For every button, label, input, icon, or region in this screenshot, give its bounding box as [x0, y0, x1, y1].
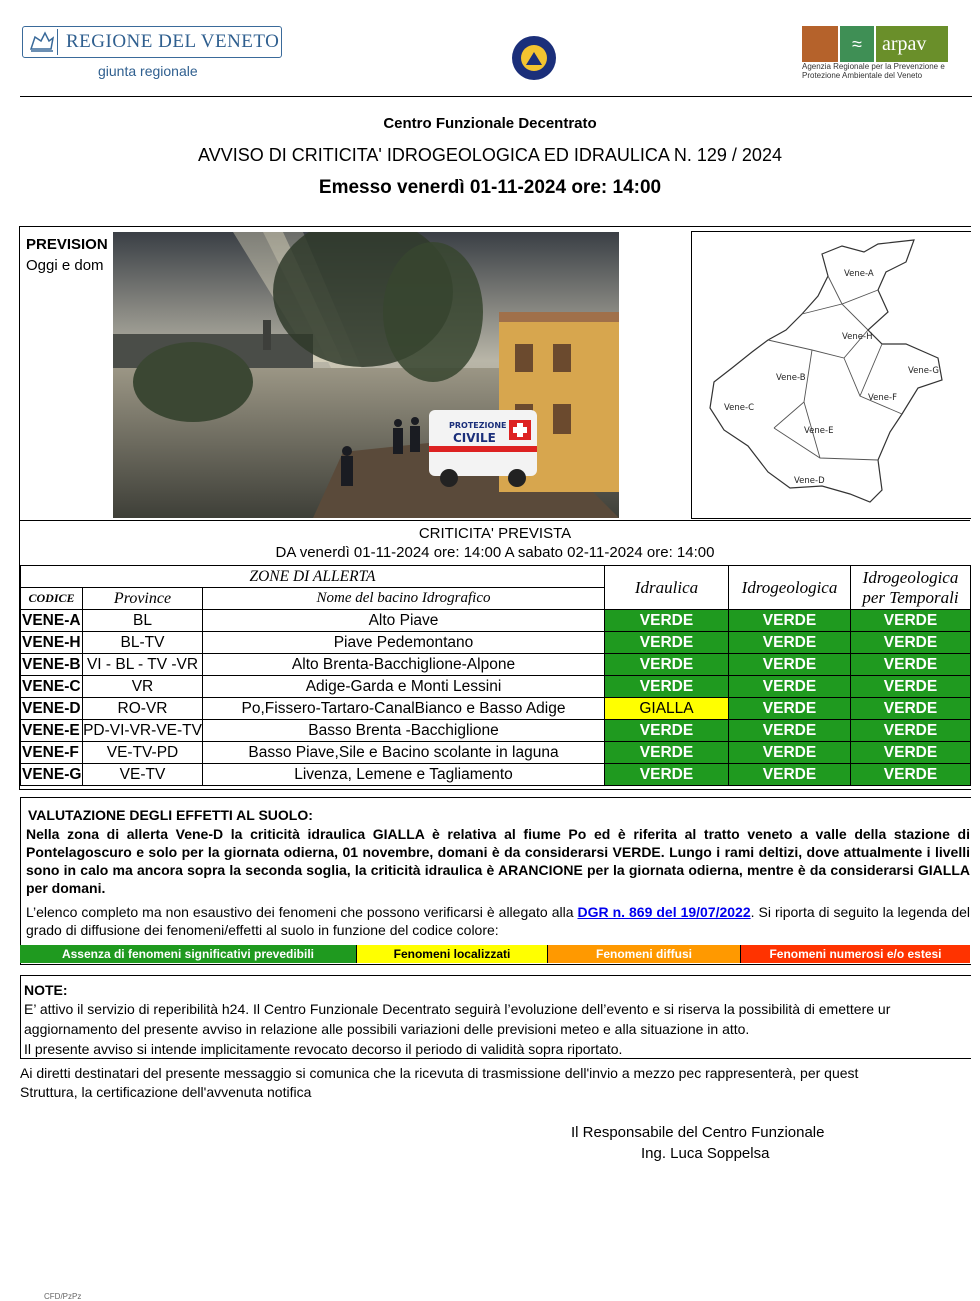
map-label-vene-c: Vene-C: [724, 403, 755, 413]
zone-code: VENE-D: [21, 698, 83, 720]
zone-province: VE-TV: [83, 764, 203, 786]
idraulica-level: VERDE: [605, 654, 729, 676]
frame-divider: [20, 520, 970, 521]
giunta-regionale-label: giunta regionale: [98, 63, 198, 79]
legend-label-gialla: Fenomeni localizzati: [393, 947, 511, 961]
emesso-date: Emesso venerdì 01-11-2024 ore: 14:00: [318, 177, 662, 198]
previsione-text: Oggi e dom: [26, 257, 104, 274]
idraulica-level: VERDE: [605, 676, 729, 698]
color-legend: [20, 945, 970, 963]
temporali-level: VERDE: [851, 610, 971, 632]
dgr-link[interactable]: DGR n. 869 del 19/07/2022: [577, 904, 751, 920]
idraulica-header: Idraulica: [605, 566, 729, 610]
zone-bacino: Adige-Garda e Monti Lessini: [203, 676, 605, 698]
veneto-zones-map: [691, 231, 971, 519]
arpav-logo: [802, 26, 948, 62]
legend-label-verde: Assenza di fenomeni significativi prevedibili: [61, 947, 315, 961]
previsione-title: PREVISION: [26, 236, 108, 253]
map-label-vene-e: Vene-E: [804, 426, 834, 436]
zone-province: VR: [83, 676, 203, 698]
zone-code: VENE-B: [21, 654, 83, 676]
temporali-level: VERDE: [851, 698, 971, 720]
lion-crest-icon: [27, 29, 58, 55]
legend-item-gialla: [357, 945, 548, 963]
legend-item-rossa: [741, 945, 970, 963]
idraulica-level: GIALLA: [605, 698, 729, 720]
zone-code: VENE-A: [21, 610, 83, 632]
zone-province: VE-TV-PD: [83, 742, 203, 764]
map-label-vene-f: Vene-F: [868, 393, 897, 403]
legend-item-arancione: [548, 945, 741, 963]
temporali-level: VERDE: [851, 720, 971, 742]
temporali-level: VERDE: [851, 764, 971, 786]
idrogeologica-level: VERDE: [729, 676, 851, 698]
avviso-title: AVVISO DI CRITICITA' IDROGEOLOGICA ED IDRAULICA N. 129 / 2024: [198, 145, 782, 165]
idraulica-level: VERDE: [605, 720, 729, 742]
table-row: [21, 632, 971, 654]
pec-notice-line-1: Ai diretti destinatari del presente messaggio si comunica che la ricevuta di trasmissione dell'invio a mezzo pec rappresenterà, per quest: [20, 1065, 859, 1081]
zones-table: [20, 565, 971, 786]
wave-emblem-icon: ≈: [840, 26, 874, 62]
idrogeologica-header: Idrogeologica: [729, 566, 851, 610]
criticita-period: DA venerdì 01-11-2024 ore: 14:00 A sabato 02-11-2024 ore: 14:00: [275, 544, 715, 561]
flood-scene-image: [113, 232, 619, 518]
zone-code: VENE-E: [21, 720, 83, 742]
van-label-top: PROTEZIONE: [449, 421, 507, 430]
valutazione-text: Nella zona di allerta Vene-D la criticità idraulica GIALLA è relativa al fiume Po ed è riferita al tratto veneto a valle della stazione di Pontelagoscuro e solo per la giornata odierna, 01 novembre, domani è da considerarsi VERDE. Lungo i rami deltizi, dove attualmente i livelli sono in calo ma ancora sopra la seconda soglia, la criticità idraulica è ARANCIONE per la giornata odierna, mentre è da considerarsi GIALLA per domani.: [26, 826, 970, 896]
note-line-2: aggiornamento del presente avviso in relazione alle possibili variazioni delle previsioni meteo e alla situazione in atto.: [24, 1021, 750, 1037]
zone-bacino: Alto Brenta-Bacchiglione-Alpone: [203, 654, 605, 676]
arpav-logo-text: arpav: [876, 26, 948, 62]
idraulica-level: VERDE: [605, 764, 729, 786]
legend-item-verde: [20, 945, 357, 963]
codice-header: CODICE: [21, 588, 83, 610]
lion-emblem-icon: [802, 26, 838, 62]
idraulica-level: VERDE: [605, 610, 729, 632]
zone-code: VENE-H: [21, 632, 83, 654]
regione-veneto-logo-text: REGIONE DEL VENETO: [66, 31, 280, 52]
map-label-vene-b: Vene-B: [776, 373, 806, 383]
legend-label-rossa: Fenomeni numerosi e/o estesi: [769, 947, 942, 961]
zone-bacino: Po,Fissero-Tartaro-CanalBianco e Basso Adige: [203, 698, 605, 720]
table-row: [21, 764, 971, 786]
zone-bacino: Basso Piave,Sile e Bacino scolante in laguna: [203, 742, 605, 764]
van-label-bottom: CIVILE: [453, 431, 496, 445]
zone-province: RO-VR: [83, 698, 203, 720]
map-label-vene-g: Vene-G: [908, 366, 939, 376]
zone-province: PD-VI-VR-VE-TV: [83, 720, 203, 742]
zone-bacino: Alto Piave: [203, 610, 605, 632]
temporali-level: VERDE: [851, 676, 971, 698]
idrogeologica-level: VERDE: [729, 632, 851, 654]
valutazione-title: VALUTAZIONE DEGLI EFFETTI AL SUOLO:: [28, 807, 313, 823]
footer-mark: CFD/PzPz: [44, 1292, 82, 1301]
protezione-civile-logo-icon: [512, 36, 556, 80]
valutazione-note: [26, 903, 970, 939]
temporali-level: VERDE: [851, 654, 971, 676]
map-label-vene-d: Vene-D: [794, 476, 825, 486]
map-label-vene-a: Vene-A: [844, 269, 874, 279]
regione-veneto-logo: [22, 26, 282, 58]
note-line-3: Il presente avviso si intende implicitamente revocato decorso il periodo di validità sopra riportato.: [24, 1041, 623, 1057]
temporali-level: VERDE: [851, 742, 971, 764]
zone-bacino: Piave Pedemontano: [203, 632, 605, 654]
table-row: [21, 654, 971, 676]
temporali-header-line2: per Temporali: [862, 587, 959, 607]
valutazione-note-pre: L’elenco completo ma non esaustivo dei fenomeni che possono verificarsi è allegato alla: [26, 904, 578, 920]
zone-code: VENE-F: [21, 742, 83, 764]
pec-notice: [20, 1064, 970, 1102]
map-label-vene-h: Vene-H: [842, 332, 873, 342]
table-row: [21, 610, 971, 632]
note-title: NOTE:: [24, 982, 68, 998]
header-divider: [20, 96, 972, 97]
criticita-prevista-title: CRITICITA' PREVISTA: [418, 525, 572, 542]
table-row: [21, 676, 971, 698]
signature-role: Il Responsabile del Centro Funzionale: [571, 1124, 825, 1141]
zone-province: BL: [83, 610, 203, 632]
idrogeologica-level: VERDE: [729, 720, 851, 742]
zone-bacino: Livenza, Lemene e Tagliamento: [203, 764, 605, 786]
pec-notice-line-2: Struttura, la certificazione dell'avvenuta notifica: [20, 1084, 312, 1100]
temporali-header-line1: Idrogeologica: [862, 567, 959, 587]
zone-di-allerta-header: ZONE DI ALLERTA: [21, 566, 605, 588]
bacino-header: Nome del bacino Idrografico: [203, 588, 605, 610]
arpav-subtitle: Agenzia Regionale per la Prevenzione e Protezione Ambientale del Veneto: [802, 62, 945, 80]
zone-province: BL-TV: [83, 632, 203, 654]
province-header: Province: [83, 588, 203, 610]
idrogeologica-level: VERDE: [729, 610, 851, 632]
temporali-header: [851, 566, 971, 610]
legend-label-arancione: Fenomeni diffusi: [596, 947, 692, 961]
idraulica-level: VERDE: [605, 632, 729, 654]
zone-code: VENE-C: [21, 676, 83, 698]
signature-name: Ing. Luca Soppelsa: [641, 1145, 770, 1162]
zone-code: VENE-G: [21, 764, 83, 786]
idraulica-level: VERDE: [605, 742, 729, 764]
centro-funzionale-title: Centro Funzionale Decentrato: [383, 115, 597, 132]
zone-bacino: Basso Brenta -Bacchiglione: [203, 720, 605, 742]
idrogeologica-level: VERDE: [729, 742, 851, 764]
table-row: [21, 698, 971, 720]
table-row: [21, 720, 971, 742]
note-text: [24, 999, 970, 1059]
table-row: [21, 742, 971, 764]
idrogeologica-level: VERDE: [729, 764, 851, 786]
idrogeologica-level: VERDE: [729, 654, 851, 676]
zone-province: VI - BL - TV -VR: [83, 654, 203, 676]
temporali-level: VERDE: [851, 632, 971, 654]
idrogeologica-level: VERDE: [729, 698, 851, 720]
valutazione-note-post: . Si riporta di seguito la legenda del grado di diffusione dei fenomeni/effetti al suolo in funzione del codice colore:: [26, 904, 971, 938]
note-line-1: E’ attivo il servizio di reperibilità h24. Il Centro Funzionale Decentrato seguirà l’evoluzione dell’evento e si riserva la possibilità di emettere ur: [24, 1001, 891, 1017]
